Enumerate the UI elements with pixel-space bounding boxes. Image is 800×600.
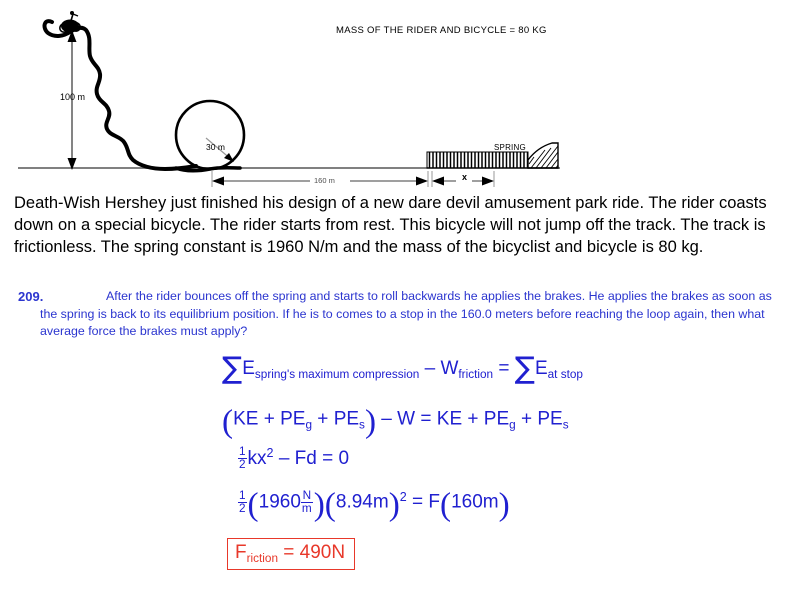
eq2-plus3: +	[467, 408, 479, 430]
loop-radius-label: 30 m	[206, 142, 225, 152]
eq1-term2-sub: friction	[458, 367, 494, 381]
eq3-equals: =	[322, 447, 334, 469]
eq1-equals: =	[498, 358, 510, 379]
eq3-exponent: 2	[266, 446, 274, 461]
x-arrow-left	[432, 177, 444, 186]
eq4-open-paren-2: (	[324, 486, 336, 523]
eq2-pes1: PE	[333, 408, 360, 430]
eq1-term2: W	[440, 358, 459, 379]
eq2-peg2: PE	[483, 408, 510, 430]
eq2-peg1-sub: g	[305, 418, 313, 432]
sigma-icon: ∑	[222, 351, 243, 386]
spring-coil	[427, 152, 528, 168]
eq4-open-paren-3: (	[440, 486, 452, 523]
eq4-close-paren-3: )	[498, 486, 510, 523]
eq4-k-unit	[301, 490, 313, 515]
eq4-distance: 160m	[451, 491, 499, 513]
eq2-open-paren: (	[222, 403, 234, 440]
eq4-force: F	[428, 491, 441, 513]
answer-value: = 490N	[283, 542, 346, 563]
eq4-one-half	[238, 490, 247, 515]
eq1-term3-sub: at stop	[547, 367, 583, 381]
eq2-ke2: KE	[436, 408, 463, 430]
mass-note-label: MASS OF THE RIDER AND BICYCLE = 80 KG	[336, 25, 547, 36]
run-arrow-right	[416, 177, 428, 186]
height-dimension-label: 100 m	[60, 92, 86, 102]
eq4-k-value: 1960	[258, 491, 301, 513]
eq3-one-half	[238, 446, 247, 471]
answer-box	[227, 538, 355, 570]
eq4-open-paren-1: (	[247, 486, 259, 523]
eq4-close-paren-2: )	[388, 486, 400, 523]
eq3-frac-den: 2	[239, 457, 246, 471]
vertical-loop	[176, 101, 244, 169]
eq2-plus4: +	[520, 408, 533, 430]
eq4-x-value: 8.94m	[335, 491, 389, 513]
eq4-unit-den: m	[301, 501, 312, 515]
x-arrow-right	[482, 177, 494, 186]
spring-label: SPRING	[494, 143, 526, 152]
eq4-unit-num: N	[302, 488, 312, 502]
eq2-ke1: KE	[233, 408, 259, 430]
compression-label: x	[462, 172, 468, 182]
eq2-equals: =	[420, 408, 432, 430]
eq2-plus2: +	[317, 408, 329, 430]
equation-line-2	[222, 403, 569, 441]
eq1-operator1: –	[424, 358, 436, 379]
eq4-equals: =	[412, 491, 424, 513]
equation-line-1	[222, 351, 583, 386]
spring-wall	[528, 143, 558, 168]
answer-subscript: riction	[246, 551, 278, 565]
eq1-term1: E	[242, 358, 255, 379]
eq2-plus1: +	[263, 408, 275, 430]
sigma-icon-2: ∑	[514, 351, 535, 386]
eq2-peg2-sub: g	[509, 418, 516, 432]
eq2-minus: –	[381, 408, 392, 430]
eq1-term1-sub: spring's maximum compression	[254, 367, 420, 381]
eq3-kx: kx	[247, 447, 267, 469]
eq2-pes1-sub: s	[359, 418, 365, 432]
eq3-frac-num: 1	[239, 445, 246, 458]
equation-line-3	[238, 446, 349, 471]
eq4-frac-num: 1	[239, 488, 246, 502]
eq2-pes2-sub: s	[562, 418, 569, 432]
question-block	[18, 288, 788, 341]
run-arrow-left	[212, 177, 224, 186]
eq3-fd: Fd	[294, 447, 317, 469]
answer-symbol: F	[235, 542, 247, 563]
question-text: After the rider bounces off the spring and starts to roll backwards he applies the brakes. He applies the brakes as soon as the spring is back to its equilibrium position. If he is to comes to a stop in the 160.0 meters before reaching the loop again, then what average force the brakes must apply?	[40, 289, 772, 339]
question-number: 209.	[18, 289, 44, 304]
eq4-exponent: 2	[399, 489, 407, 504]
eq4-close-paren-1: )	[313, 486, 325, 523]
eq3-zero: 0	[338, 447, 350, 469]
run-distance-label: 160 m	[314, 176, 335, 185]
rider-bicycle-icon	[60, 11, 80, 33]
eq2-pes2: PE	[537, 408, 563, 430]
eq3-minus: –	[278, 447, 290, 469]
eq4-frac-den: 2	[239, 501, 246, 515]
equation-line-4	[238, 486, 510, 524]
eq2-w: W	[397, 408, 416, 430]
problem-statement: Death-Wish Hershey just finished his design of a new dare devil amusement park ride. The rider coasts down on a special bicycle. The rider starts from rest. This bicycle will not jump off the track. The track is frictionless. The spring constant is 1960 N/m and the mass of the bicyclist and bicycle is 80 kg.	[14, 194, 767, 257]
eq2-peg1: PE	[280, 408, 306, 430]
eq2-close-paren: )	[364, 403, 377, 440]
eq1-term3: E	[534, 358, 548, 379]
